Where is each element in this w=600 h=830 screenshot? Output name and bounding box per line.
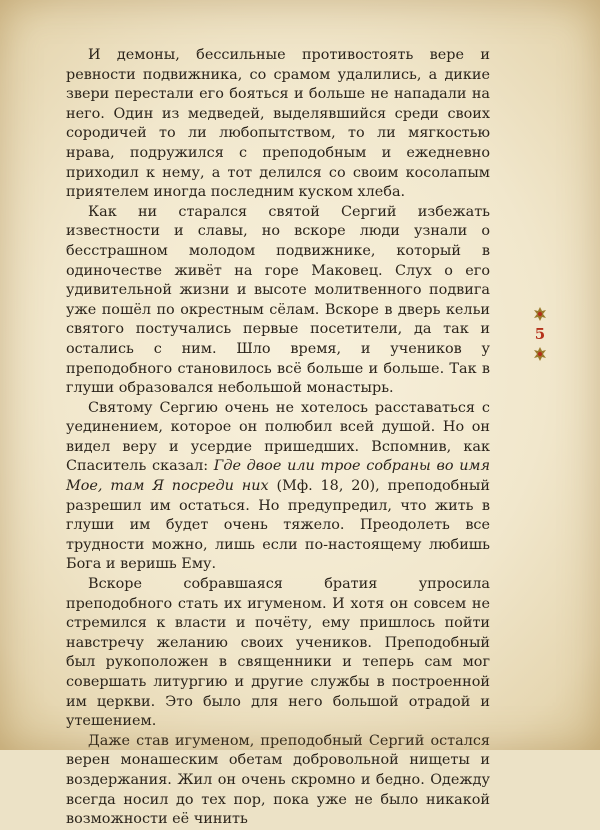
paragraph-1: И демоны, бессильные противостоять вере и ревности подвижника, со срамом удалились, а дикие звери перестали его бояться и больше не нападали на него. Один из медведей, выделявшийся среди своих сородичей то ли любопытством, то ли мягкостью нрава, подружился с преподобным и ежедневно приходил к нему, а тот делился со своим косолапым приятелем иногда последним куском хлеба. <box>66 47 490 201</box>
page-number-marker <box>528 306 552 362</box>
page-number: 5 <box>534 325 546 343</box>
body-text <box>66 46 490 830</box>
ornament-top-icon <box>532 306 548 322</box>
ornament-bottom-icon <box>532 346 548 362</box>
scripture-quote: Где двое или трое собраны во имя Мое, там Я посреди них <box>66 458 490 495</box>
paragraph-5: Даже став игуменом, преподобный Сергий остался верен монашеским обетам добровольной нищеты и воздержания. Жил он очень скромно и бедно. Одежду всегда носил до тех пор, пока уже не было никакой возможности её чинить <box>66 732 490 828</box>
paragraph-2: Как ни старался святой Сергий избежать известности и славы, но вскоре люди узнали о бесстрашном молодом подвижнике, который в одиночестве живёт на горе Маковец. Слух о его удивительной жизни и высоте молитвенного подвига уже пошёл по окрестным сёлам. Вскоре в дверь кельи святого постучались первые посетители, да так и остались с ним. Шло время, и учеников у преподобного становилось всё больше и больше. Так в глуши образовался небольшой монастырь. <box>66 203 490 397</box>
paragraph-3 <box>66 399 490 575</box>
paragraph-4: Вскоре собравшаяся братия упросила преподобного стать их игуменом. И хотя он совсем не стремился к власти и почёту, ему пришлось пойти навстречу желанию своих учеников. Преподобный был рукоположен в священники и теперь сам мог совершать литургию и другие службы в построенной им церкви. Это было для него большой отрадой и утешением. <box>66 576 490 730</box>
paragraph-3-start: Святому Сергию очень не хотелось расставаться с уединением, которое он полюбил всей душой. Но он видел веру и усердие пришедших. Вспомнив, как Спаситель сказал: <box>66 399 490 475</box>
paragraph-3-end: (Мф. 18, 20), преподобный разрешил им остаться. Но предупредил, что жить в глуши им будет очень тяжело. Преодолеть все трудности можно, лишь если по-настоящему любишь Бога и веришь Ему. <box>66 478 490 573</box>
